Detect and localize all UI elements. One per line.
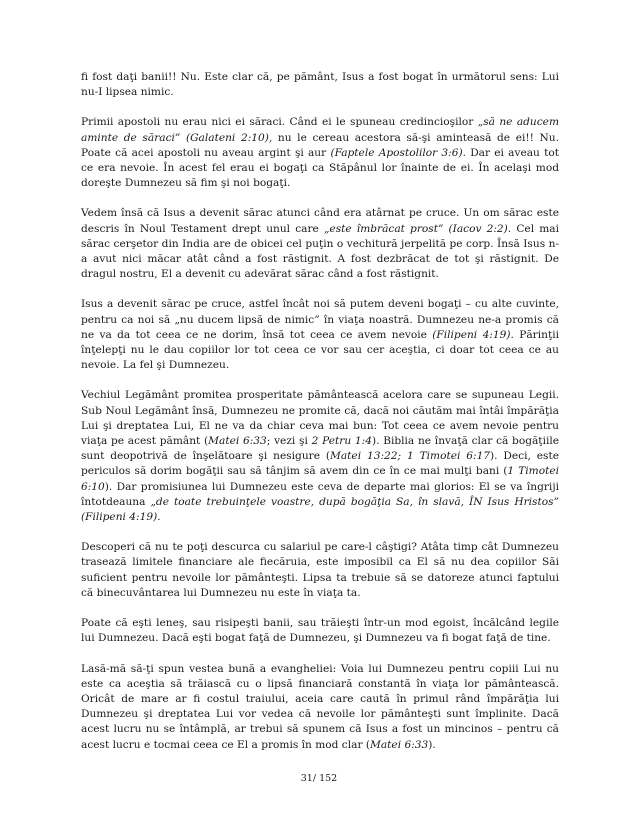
paragraph-1 [81, 70, 559, 100]
text-run: Vechiul Legământ promitea prosperitate pământească acelora care se supuneau Legii. Sub Noul Legământ însă, Dumnezeu ne promite că, dacă noi căutăm mai întâi împărăţia Lui şi dreptatea Lui, El ne va da chiar ceva mai bun: Tot ceea ce avem nevoie pentru viaţa pe acest pământ ( [81, 389, 559, 448]
italic-reference: 2 Petru 1:4 [311, 435, 372, 448]
text-run: fi fost daţi banii!! Nu. Este clar că, pe pământ, Isus a fost bogat în următorul sens: Lui nu-I lipsea nimic. [81, 71, 559, 99]
text-run: Vedem însă că Isus a devenit sărac atunci când era atârnat pe cruce. Un om sărac este descris în Noul Testament drept unul care [81, 207, 559, 235]
italic-reference: „de toate trebuinţele voastre, după bogăţia Sa, în slavă, ÎN Isus Hristos” (Filipeni 4:19). [81, 495, 559, 524]
paragraph-4 [81, 297, 559, 373]
italic-reference: (Filipeni 4:19). [432, 328, 514, 341]
document-body [81, 70, 559, 768]
text-run: ; vezi şi [266, 435, 312, 448]
text-run: Lasă-mă să-ţi spun vestea bună a evangheliei: Voia lui Dumnezeu pentru copiii Lui nu este ca aceştia să trăiască cu o lipsă financiară constantă în viaţa lor pământească. Oricât de mare ar fi costul traiului, aceia care caută în primul rând împărăţia lui Dumnezeu şi dreptatea Lui vor vedea că nevoile lor pământeşti sunt împlinite. Dacă acest lucru nu se întâmplă, ar trebui să spunem că Isus a fost un mincinos – pentru că acest lucru e tocmai ceea ce El a promis în mod clar ( [81, 662, 559, 751]
italic-reference: Matei 6:33 [370, 738, 429, 751]
text-run: Primii apostoli nu erau nici ei săraci. Când ei le spuneau credincioşilor [81, 116, 478, 129]
paragraph-3 [81, 206, 559, 282]
page-number: 31/ 152 [300, 773, 338, 784]
italic-reference: (Faptele Apostolilor 3:6). [330, 146, 466, 159]
text-run: Părinţii înţelepţi nu le dau copiilor lor tot ceea ce vor sau cer aceştia, ci doar tot ceea ce au nevoie. La fel şi Dumnezeu. [81, 328, 559, 372]
paragraph-7 [81, 616, 559, 646]
paragraph-2 [81, 115, 559, 191]
italic-reference: Matei 13:22; 1 Timotei 6:17 [330, 450, 491, 463]
italic-reference: Matei 6:33 [208, 435, 267, 448]
text-run: ). Deci, este periculos să dorim bogăţii sau să tânjim să avem din ce în ce mai mulţi bani ( [81, 450, 559, 478]
text-run: ). Dar promisiunea lui Dumnezeu este ceva de departe mai glorios: El se va îngriji întotdeauna [81, 480, 559, 508]
text-run: Descoperi că nu te poţi descurca cu salariul pe care-l câştigi? Atâta timp cât Dumnezeu trasează limitele financiare ale fiecăruia, este imposibil ca El să nu dea copiilor Săi suficient pentru nevoile lor pământeşti. Lipsa ta trebuie să se datoreze atunci faptului că binecuvântarea lui Dumnezeu nu este în viaţa ta. [81, 541, 559, 599]
italic-reference: „este îmbrăcat prost” (Iacov 2:2). [323, 222, 512, 235]
paragraph-6 [81, 540, 559, 601]
text-run: ). Biblia ne învaţă clar că bogăţiile sunt deopotrivă de înşelătoare şi nesigure ( [81, 435, 560, 463]
italic-reference: 1 Timotei 6:10 [81, 465, 559, 493]
paragraph-8 [81, 662, 559, 753]
text-run: nu le cereau acestora să-şi aminteasă de ei!! Nu. Poate că acei apostoli nu aveau argint şi aur [81, 131, 559, 159]
paragraph-5 [81, 388, 559, 525]
text-run: Poate că eşti leneş, sau risipeşti banii, sau trăieşti într-un mod egoist, încălcând legile lui Dumnezeu. Dacă eşti bogat faţă de Dumnezeu, şi Dumnezeu va fi bogat faţă de tine. [81, 617, 559, 645]
text-run: Cel mai sărac cerşetor din India are de obicei cel puţin o vechitură jerpelită pe corp. Însă Isus n-a avut nici măcar atât când a fost răstignit. A fost dezbrăcat de tot şi răstignit. De dragul nostru, El a devenit cu adevărat sărac când a fost răstignit. [81, 222, 559, 281]
text-run: ). [428, 738, 436, 751]
italic-reference: „să ne aducem aminte de săraci” (Galateni 2:10), [81, 116, 559, 144]
text-run: Isus a devenit sărac pe cruce, astfel încât noi să putem deveni bogaţi – cu alte cuvinte, pentru ca noi să „nu ducem lipsă de nimic” în viaţa noastră. Dumnezeu ne-a promis că ne va da tot ceea ce ne dorim, însă tot ceea ce avem nevoie [81, 298, 559, 341]
text-run: Dar ei aveau tot ce era nevoie. În acest fel erau ei bogaţi ca Stăpânul lor înainte de ei. În acelaşi mod doreşte Dumnezeu să fim şi noi bogaţi. [81, 146, 559, 190]
